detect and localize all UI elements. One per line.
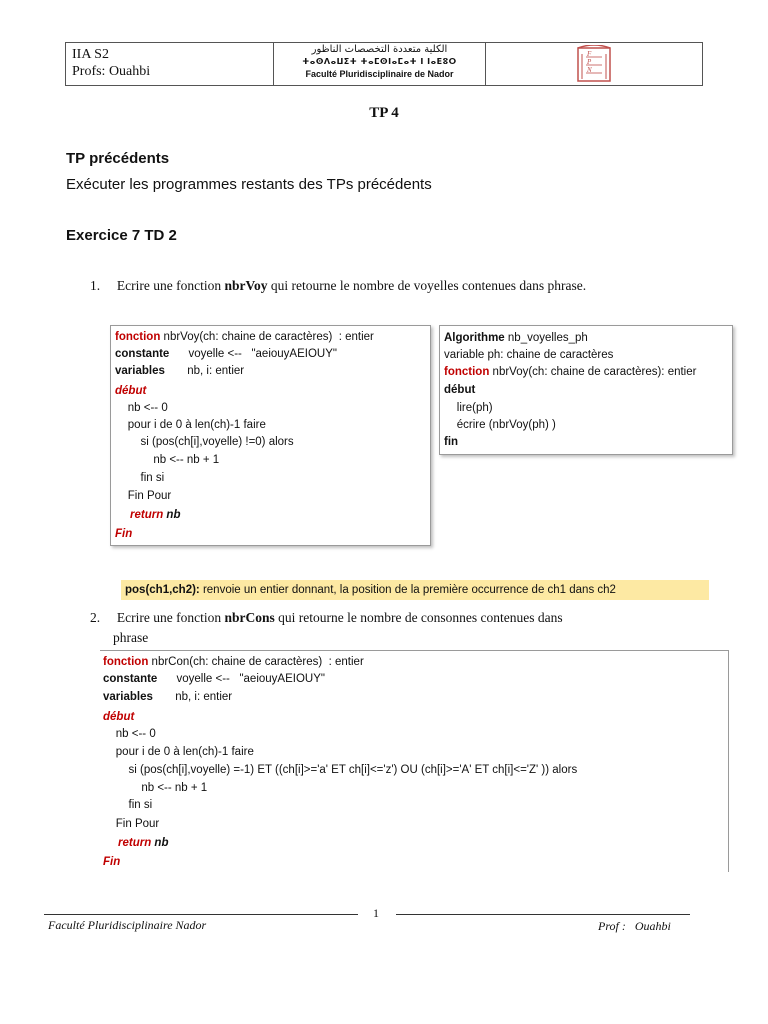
code-line: écrire (nbrVoy(ph) ) xyxy=(444,419,556,431)
code-line: fonction nbrVoy(ch: chaine de caractères) : entier xyxy=(115,331,374,343)
note-term: pos(ch1,ch2): xyxy=(125,584,200,596)
code-line: nb <-- nb + 1 xyxy=(115,454,220,466)
footer-rule-left xyxy=(44,914,358,915)
course-info xyxy=(66,43,274,85)
section-heading-exercise: Exercice 7 TD 2 xyxy=(66,227,177,244)
question-text-line2: phrase xyxy=(113,630,149,645)
code-line: Algorithme nb_voyelles_ph xyxy=(444,332,588,344)
code-line: début xyxy=(115,385,147,397)
code-line: fin xyxy=(444,436,459,448)
question-text-rest: qui retourne le nombre de voyelles contenues dans phrase. xyxy=(267,278,587,293)
question-number: 1. xyxy=(90,278,101,293)
page-number: 1 xyxy=(373,906,379,920)
code-line: Fin Pour xyxy=(115,490,172,502)
code-line: si (pos(ch[i],voyelle) !=0) alors xyxy=(115,436,294,448)
document-header xyxy=(65,42,703,86)
code-line: return nb xyxy=(118,837,169,849)
code-line: constante voyelle <-- "aeiouyAEIOUY" xyxy=(115,348,337,360)
question-2 xyxy=(90,608,695,648)
question-number: 2. xyxy=(90,610,101,625)
function-name: nbrVoy xyxy=(224,278,268,293)
code-line: pour i de 0 à len(ch)-1 faire xyxy=(103,746,254,758)
code-block-algorithm xyxy=(439,325,733,455)
code-block-nbrvoy xyxy=(110,325,431,546)
code-line: Fin xyxy=(103,856,121,868)
footer-rule-right xyxy=(396,914,690,915)
note-text: renvoie un entier donnant, la position de la première occurrence de ch1 dans ch2 xyxy=(199,584,616,596)
code-line: pour i de 0 à len(ch)-1 faire xyxy=(115,419,266,431)
function-name: nbrCons xyxy=(224,610,275,625)
faculty-name: Faculté Pluridisciplinaire de Nador xyxy=(305,69,454,79)
question-text-rest: qui retourne le nombre de consonnes contenues dans xyxy=(274,610,563,625)
code-line: si (pos(ch[i],voyelle) =-1) ET ((ch[i]>='a' ET ch[i]<='z') OU (ch[i]>='A' ET ch[i]<='Z' )) alors xyxy=(103,764,578,776)
footer-professor: Prof : Ouahbi xyxy=(598,919,671,933)
code-line: nb <-- 0 xyxy=(103,728,156,740)
code-line: constante voyelle <-- "aeiouyAEIOUY" xyxy=(103,673,325,685)
pos-function-note xyxy=(121,580,709,600)
section-heading-tp: TP précédents xyxy=(66,150,170,167)
question-text: Ecrire une fonction xyxy=(116,610,225,625)
code-line: fonction nbrVoy(ch: chaine de caractères): entier xyxy=(444,366,697,378)
faculty-logo-cell xyxy=(486,43,702,85)
code-line: nb <-- nb + 1 xyxy=(103,782,208,794)
professor-name: Profs: Ouahbi xyxy=(72,64,151,79)
code-line: Fin Pour xyxy=(103,818,160,830)
code-line: variable ph: chaine de caractères xyxy=(444,349,614,361)
code-line: nb <-- 0 xyxy=(115,402,168,414)
code-line: Fin xyxy=(115,528,133,540)
code-line: return nb xyxy=(130,509,181,521)
code-block-nbrcons xyxy=(100,650,729,872)
code-line: lire(ph) xyxy=(444,402,493,414)
section-text-tp: Exécuter les programmes restants des TPs précédents xyxy=(66,176,432,193)
code-line: variables nb, i: entier xyxy=(103,691,233,703)
course-name: IIA S2 xyxy=(72,47,109,62)
code-line: début xyxy=(444,384,476,396)
code-line: début xyxy=(103,711,135,723)
faculty-name-tifinagh: ⵜⴰⵙⴷⴰⵡⵉⵜ ⵜⴰⵎⵙⵏⴰⵎⴰⵜ ⵏ ⵏⴰⴹⵓⵔ xyxy=(302,57,457,66)
faculty-logo-icon xyxy=(568,45,620,83)
code-line: fonction nbrCon(ch: chaine de caractères) : entier xyxy=(103,656,364,668)
logo-letter-p: P xyxy=(587,58,592,66)
logo-letter-f: F xyxy=(587,50,592,58)
faculty-name-arabic: الكلية متعددة التخصصات الناظور xyxy=(311,44,448,55)
logo-letter-n: N xyxy=(587,66,592,74)
faculty-block xyxy=(274,43,486,85)
question-text: Ecrire une fonction xyxy=(116,278,225,293)
code-line: fin si xyxy=(115,472,165,484)
footer-faculty: Faculté Pluridisciplinaire Nador xyxy=(48,918,207,932)
code-line: variables nb, i: entier xyxy=(115,365,245,377)
question-1 xyxy=(90,276,586,296)
code-line: fin si xyxy=(103,799,153,811)
page-title: TP 4 xyxy=(369,105,399,121)
